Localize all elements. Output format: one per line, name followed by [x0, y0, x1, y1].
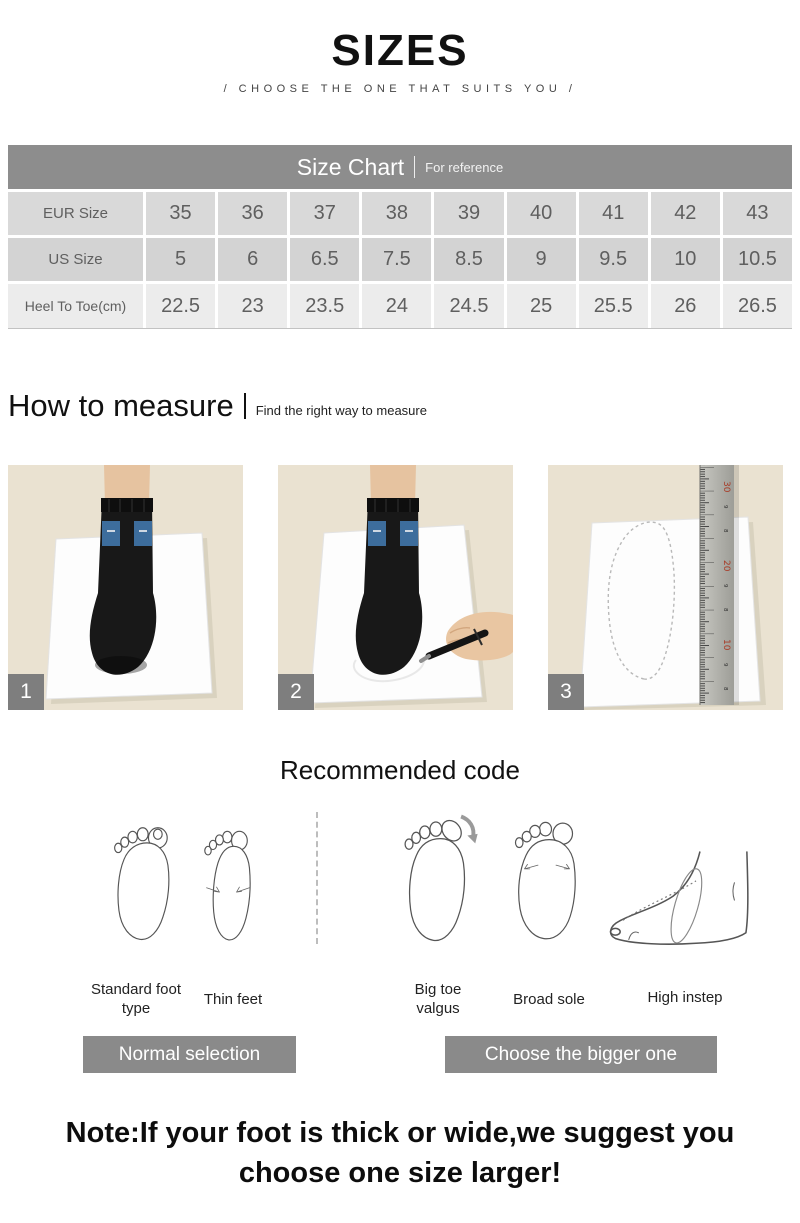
svg-text:9: 9 — [722, 505, 728, 509]
step-number-badge: 2 — [278, 674, 314, 710]
measure-step-photo-3 — [548, 465, 783, 710]
high-instep-diagram — [600, 843, 768, 961]
normal-selection-button: Normal selection — [83, 1036, 296, 1073]
table-cell: 7.5 — [362, 238, 431, 281]
table-cell: 42 — [651, 192, 720, 235]
ruler-mark-10: 10 — [721, 639, 731, 651]
table-cell: 38 — [362, 192, 431, 235]
table-cell: 41 — [579, 192, 648, 235]
step-number-badge: 3 — [548, 674, 584, 710]
table-cell: 23.5 — [290, 284, 359, 328]
table-cell: 10.5 — [723, 238, 792, 281]
svg-text:8: 8 — [722, 529, 728, 533]
table-cell: 26.5 — [723, 284, 792, 328]
table-row — [8, 238, 792, 281]
row-label: EUR Size — [8, 192, 143, 235]
size-chart-header — [8, 145, 792, 189]
foot-type-label: Thin feet — [203, 991, 263, 1008]
measuring-loop — [665, 866, 708, 946]
foot-type-label: Broad sole — [513, 991, 585, 1008]
table-cell: 22.5 — [146, 284, 215, 328]
table-cell: 36 — [218, 192, 287, 235]
heading-divider — [244, 393, 246, 419]
table-cell: 24 — [362, 284, 431, 328]
how-to-measure-heading — [8, 388, 427, 424]
table-cell: 9.5 — [579, 238, 648, 281]
table-row — [8, 192, 792, 235]
foot-type-label: High instep — [647, 989, 723, 1006]
table-cell: 24.5 — [434, 284, 503, 328]
thin-foot-diagram — [198, 812, 258, 960]
size-chart-note: For reference — [425, 159, 504, 175]
table-cell: 9 — [507, 238, 576, 281]
table-cell: 10 — [651, 238, 720, 281]
size-chart-header-divider — [414, 156, 415, 178]
step-number-badge: 1 — [8, 674, 44, 710]
table-cell: 35 — [146, 192, 215, 235]
row-label: Heel To Toe(cm) — [8, 284, 143, 328]
foot-type-label: Standard foot type — [90, 981, 182, 1017]
valgus-arrow — [467, 834, 477, 843]
svg-text:9: 9 — [722, 663, 728, 667]
ruler-mark-20: 20 — [721, 560, 731, 572]
table-cell: 8.5 — [434, 238, 503, 281]
size-chart — [8, 145, 792, 329]
standard-foot-diagram — [106, 810, 178, 960]
table-cell: 5 — [146, 238, 215, 281]
size-note — [0, 1113, 800, 1193]
table-cell: 25 — [507, 284, 576, 328]
section-divider — [316, 812, 318, 944]
svg-text:8: 8 — [722, 608, 728, 612]
svg-text:8: 8 — [722, 687, 728, 691]
table-cell: 37 — [290, 192, 359, 235]
foot-type-label: Big toe valgus — [414, 981, 462, 1017]
table-cell: 43 — [723, 192, 792, 235]
how-to-measure-title: How to measure — [8, 388, 234, 423]
measure-step-photo-1 — [8, 465, 243, 710]
how-to-measure-subtitle: Find the right way to measure — [255, 402, 427, 418]
row-label: US Size — [8, 238, 143, 281]
big-toe-valgus-diagram — [398, 800, 480, 960]
page-subtitle: / CHOOSE THE ONE THAT SUITS YOU / — [223, 83, 577, 95]
table-cell: 26 — [651, 284, 720, 328]
size-note-line1: Note:If your foot is thick or wide,we suggest you — [65, 1117, 735, 1149]
table-cell: 25.5 — [579, 284, 648, 328]
table-cell: 40 — [507, 192, 576, 235]
table-row — [8, 284, 792, 329]
broad-sole-diagram — [508, 806, 586, 958]
page-title: SIZES — [331, 26, 469, 75]
table-cell: 39 — [434, 192, 503, 235]
svg-text:9: 9 — [722, 584, 728, 588]
choose-bigger-button: Choose the bigger one — [445, 1036, 717, 1073]
ruler-mark-30: 30 — [721, 481, 731, 493]
table-cell: 6.5 — [290, 238, 359, 281]
table-cell: 23 — [218, 284, 287, 328]
table-cell: 6 — [218, 238, 287, 281]
recommended-code-title: Recommended code — [280, 755, 520, 785]
size-note-line2: choose one size larger! — [238, 1157, 562, 1189]
measure-step-photo-2 — [278, 465, 513, 710]
size-chart-title: Size Chart — [296, 153, 405, 180]
